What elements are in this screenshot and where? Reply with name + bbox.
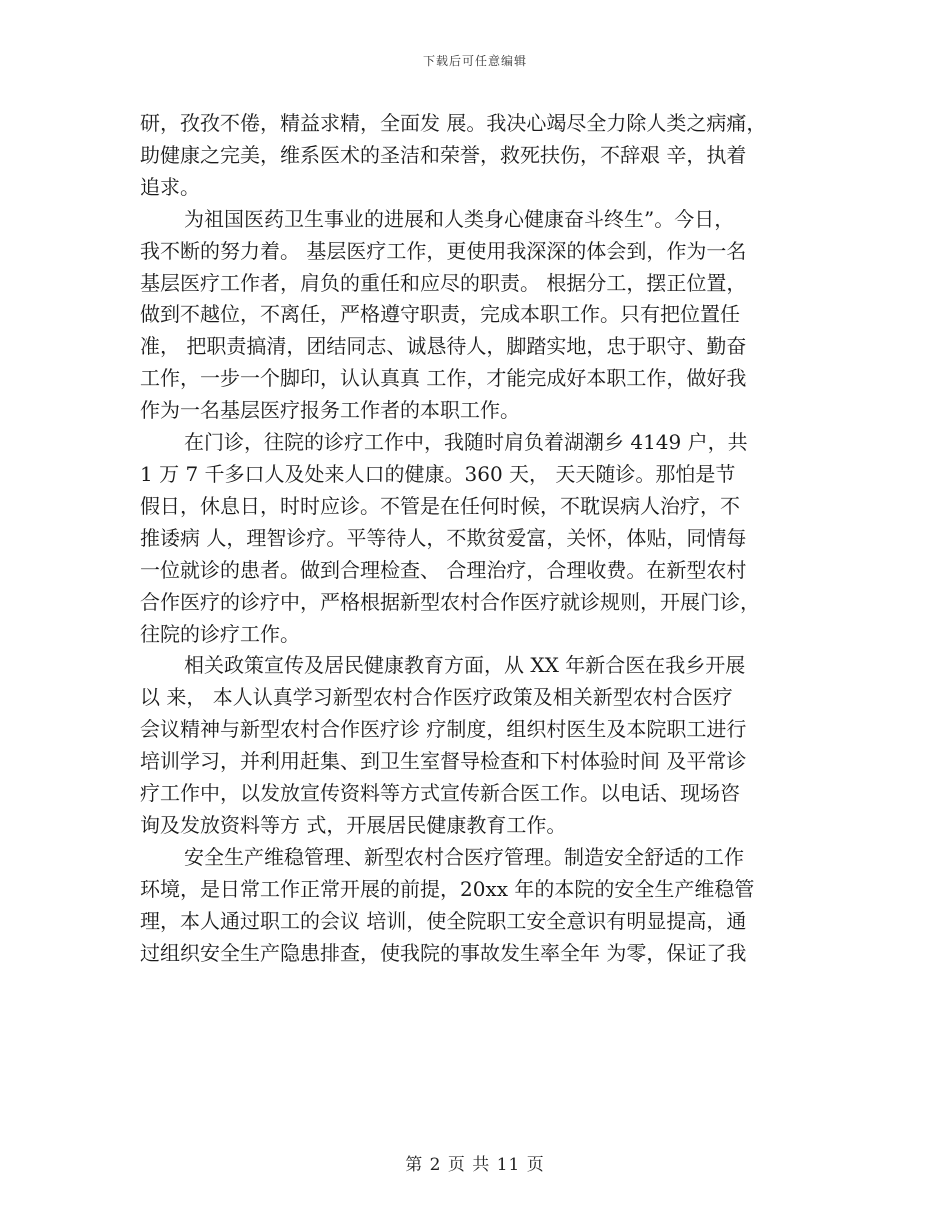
document-body: [140, 108, 810, 969]
text-line: 工作，一步一个脚印，认认真真 工作，才能完成好本职工作，做好我: [140, 366, 747, 391]
paragraph-2: [140, 204, 810, 427]
text-line: 做到不越位，不离任，严格遵守职责，完成本职工作。只有把位置任: [140, 302, 740, 327]
text-line: 推诿病 人，理智诊疗。平等待人，不欺贫爱富，关怀，体贴，同情每: [140, 525, 747, 550]
text-line: 研，孜孜不倦，精益求精，全面发 展。我决心竭尽全力除人类之病痛，: [140, 111, 767, 135]
text-line: 假日，休息日，时时应诊。不管是在任何时候，不耽误病人治疗，不: [140, 493, 740, 518]
text-line: 我不断的努力着。 基层医疗工作，更使用我深深的体会到，作为一名: [140, 238, 747, 263]
text-line: 为祖国医药卫生事业的进展和人类身心健康奋斗终生”。今日，: [184, 206, 735, 231]
text-line: 合作医疗的诊疗中，严格根据新型农村合作医疗就诊规则，开展门诊，: [140, 589, 760, 614]
text-line: 培训学习，并利用赶集、到卫生室督导检查和下村体验时间 及平常诊: [140, 749, 747, 774]
text-line: 环境，是日常工作正常开展的前提，20xx 年的本院的安全生产维稳管: [140, 876, 755, 901]
text-line: 基层医疗工作者，肩负的重任和应尽的职责。 根据分工，摆正位置，: [140, 270, 747, 295]
text-line: 准， 把职责搞清，团结同志、诚恳待人，脚踏实地，忠于职守、勤奋: [140, 334, 747, 359]
paragraph-5: [140, 842, 810, 970]
text-line: 作为一名基层医疗报务工作者的本职工作。: [140, 398, 520, 423]
text-line: 助健康之完美，维系医术的圣洁和荣誉，救死扶伤，不辞艰 辛，执着: [140, 142, 747, 167]
text-line: 安全生产维稳管理、新型农村合医疗管理。制造安全舒适的工作: [184, 844, 744, 869]
paragraph-4: [140, 650, 810, 841]
paragraph-1: [140, 108, 810, 204]
text-line: 会议精神与新型农村合作医疗诊 疗制度，组织村医生及本院职工进行: [140, 717, 747, 742]
text-line: 在门诊，往院的诊疗工作中，我随时肩负着湖潮乡 4149 户，共: [184, 430, 748, 455]
text-line: 过组织安全生产隐患排查，使我院的事故发生率全年 为零，保证了我: [140, 940, 747, 965]
page-header: 下载后可任意编辑: [422, 54, 527, 68]
text-line: 相关政策宣传及居民健康教育方面，从 XX 年新合医在我乡开展: [184, 653, 746, 678]
paragraph-3: [140, 427, 810, 650]
text-line: 一位就诊的患者。做到合理检查、 合理治疗，合理收费。在新型农村: [140, 557, 747, 582]
text-line: 以 来， 本人认真学习新型农村合作医疗政策及相关新型农村合医疗: [140, 685, 733, 710]
text-line: 往院的诊疗工作。: [140, 621, 300, 646]
text-line: 追求。: [140, 174, 200, 199]
page-number-footer: 第 2 页 共 11 页: [405, 1155, 545, 1175]
text-line: 疗工作中，以发放宣传资料等方式宣传新合医工作。以电话、现场咨: [140, 781, 740, 806]
text-line: 1 万 7 千多口人及处来人口的健康。360 天， 天天随诊。那怕是节: [140, 461, 736, 486]
text-line: 理，本人通过职工的会议 培训，使全院职工安全意识有明显提高，通: [140, 908, 747, 933]
text-line: 询及发放资料等方 式，开展居民健康教育工作。: [140, 812, 567, 837]
